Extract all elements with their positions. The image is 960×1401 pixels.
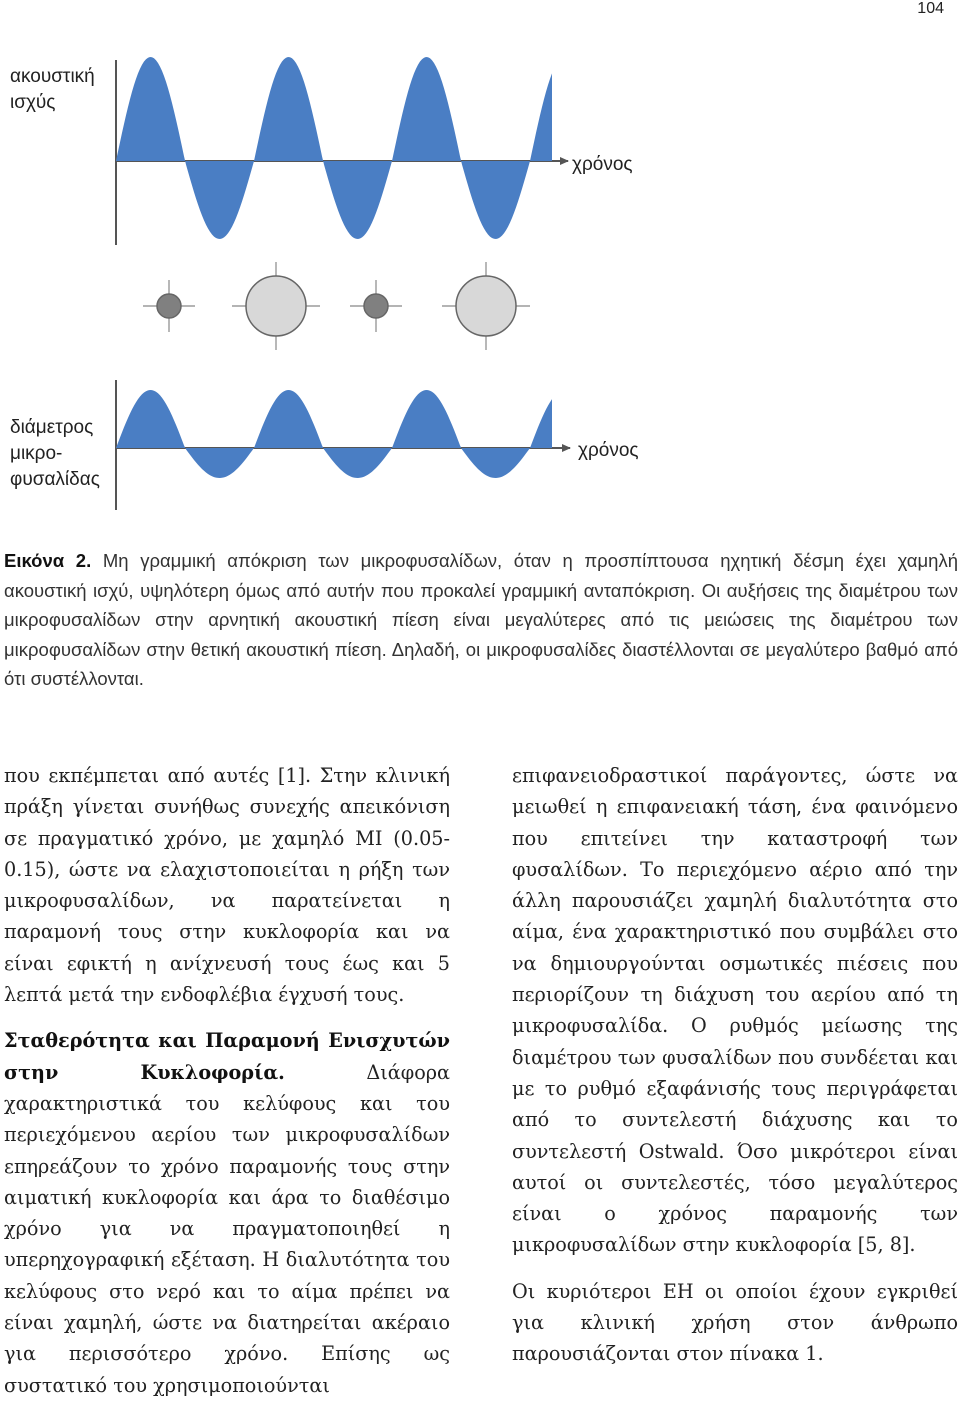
bottom-axis-label-line2: μικρο- — [10, 443, 63, 464]
bubble-response-figure — [0, 40, 960, 520]
right-paragraph-2: Οι κυριότεροι ΕΗ οι οποίοι έχουν εγκριθεί για κλινική χρήση στον άνθρωπο παρουσιάζονται στον πίνακα 1. — [512, 1279, 958, 1366]
page-number: 104 — [917, 0, 944, 17]
bubble-row — [143, 262, 530, 350]
large-bubble-4 — [456, 276, 516, 336]
bottom-time-label: χρόνος — [578, 440, 639, 461]
left-paragraph-2-text: Διάφορα χαρακτηριστικά του κελύφους και του περιεχόμενου αερίου των μικροφυσαλίδων επηρεάζουν το χρόνο παραμονής τους στην αιματική κυκλοφορία και άρα το διαθέσιμο χρόνο για να πραγματοποιηθεί η υπερηχογραφική εξέταση. Η διαλυτότητα του κελύφους στο νερό και το αίμα πρέπει να είναι χαμηλή, ώστε να διατηρείται ακέραιο για περισσότερο χρόνο. Επίσης ως συστατικό του χρησιμοποιούνται — [4, 1060, 450, 1397]
top-time-label: χρόνος — [572, 154, 633, 175]
right-column — [512, 760, 958, 1370]
left-paragraph-1: που εκπέμπεται από αυτές [1]. Στην κλινική πράξη γίνεται συνήθως συνεχής απεικόνιση σε πραγματικό χρόνο, με χαμηλό MI (0.05-0.15), ώστε να ελαχιστοποιείται η ρήξη των μικροφυσαλίδων, να παρατείνεται η παραμονή τους στην κυκλοφορία και να είναι εφικτή η ανίχνευσή τους έως και 5 λεπτά μετά την ενδοφλέβια έγχυσή τους. — [4, 764, 450, 1007]
top-axis-label-line2: ισχύς — [10, 92, 56, 113]
top-axis-label-line1: ακουστική — [10, 66, 95, 87]
left-paragraph-2 — [4, 1025, 450, 1401]
bottom-axis-label-line1: διάμετρος — [10, 417, 94, 438]
small-bubble-3 — [364, 294, 388, 318]
bottom-axis-label-line3: φυσαλίδας — [10, 469, 100, 490]
acoustic-pressure-wave — [116, 57, 552, 239]
bubble-diameter-wave — [116, 390, 552, 478]
left-column — [4, 760, 450, 1401]
large-bubble-2 — [246, 276, 306, 336]
section-heading: Σταθερότητα και Παραμονή Ενισχυτών στην Κυκλοφορία. — [4, 1029, 450, 1084]
right-paragraph-1: επιφανειοδραστικοί παράγοντες, ώστε να μειωθεί η επιφανειακή τάση, ένα φαινόμενο που επιτείνει την καταστροφή των φυσαλίδων. Το περιεχόμενο αέριο από την άλλη παρουσιάζει χαμηλή διαλυτότητα στο αίμα, ένα χαρακτηριστικό που συμβάλει στο να δημιουργούνται οσμωτικές πιέσεις που περιορίζουν τη διάχυση του αερίου από τη μικροφυσαλίδα. Ο ρυθμός μείωσης της διαμέτρου των φυσαλίδων που συνδέεται και με το ρυθμό εξαφάνισής τους περιγράφεται από το συντελεστή διάχυσης και το συντελεστή Ostwald. Όσο μικρότεροι είναι αυτοί οι συντελεστές, τόσο μεγαλύτερος είναι ο χρόνος παραμονής των μικροφυσαλίδων στην κυκλοφορία [5, 8]. — [512, 764, 958, 1257]
caption-label: Εικόνα 2. — [4, 550, 92, 571]
figure-caption — [4, 546, 958, 694]
caption-text: Μη γραμμική απόκριση των μικροφυσαλίδων, όταν η προσπίπτουσα ηχητική δέσμη έχει χαμηλή ακουστική ισχύ, υψηλότερη όμως από αυτήν που προκαλεί γραμμική ανταπόκριση. Οι αυξήσεις της διαμέτρου των μικροφυσαλίδων στην αρνητική ακουστική πίεση είναι μεγαλύτερες από τις μειώσεις της διαμέτρου των μικροφυσαλίδων στην θετική ακουστική πίεση. Δηλαδή, οι μικροφυσαλίδες διαστέλλονται σε μεγαλύτερο βαθμό από ότι συστέλλονται. — [4, 550, 958, 689]
small-bubble-1 — [157, 294, 181, 318]
